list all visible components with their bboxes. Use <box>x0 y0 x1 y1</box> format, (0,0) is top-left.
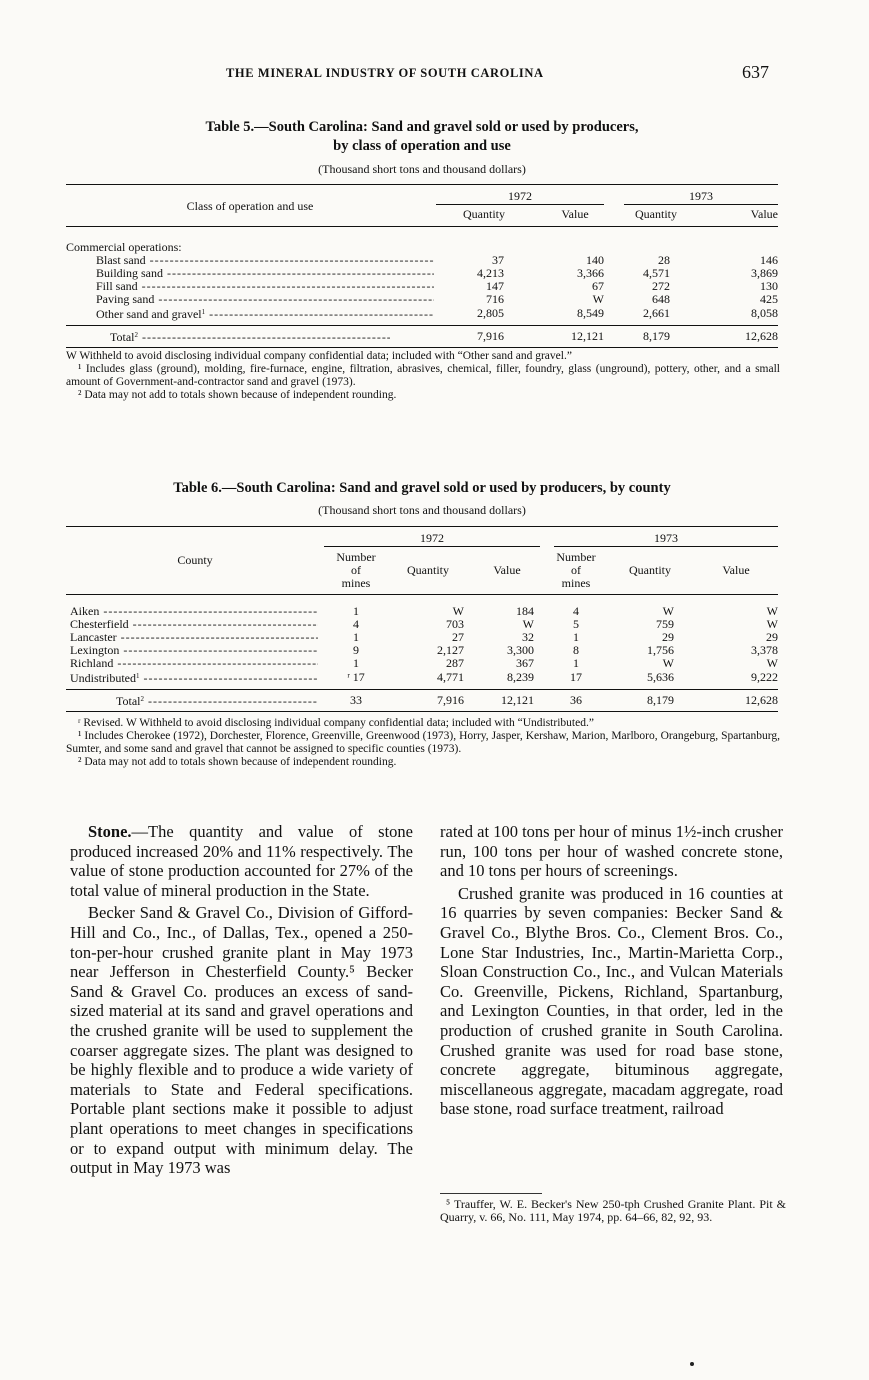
table6-cell-q73: W <box>662 656 674 670</box>
table6-total-m73: 36 <box>570 693 582 707</box>
table6-col-mines-1973: Number of mines <box>556 550 596 590</box>
table6-total-q73: 8,179 <box>647 693 674 707</box>
table5-row <box>66 254 778 267</box>
table6-cell-m72: 1 <box>353 656 359 670</box>
table5-title-line1: Table 5.—South Carolina: Sand and gravel sold or used by producers, <box>205 119 639 135</box>
table6-cell-q72: 27 <box>452 630 464 644</box>
stone-paragraph-text: —The quantity and value of stone produced increased 20% and 11% respectively. The value of stone production accounted for 27% of the total value of mineral production in the State. <box>70 822 413 900</box>
table6-col-value-1972: Value <box>493 563 521 577</box>
stone-run-in: Stone. <box>88 822 132 841</box>
table6-cell-v73: 9,222 <box>751 670 778 684</box>
table6-cell-q72: 287 <box>446 656 464 670</box>
table6-cell-m72: 4 <box>353 617 359 631</box>
table5-total-row <box>66 326 778 348</box>
table6-row-label: Undistributed <box>70 671 136 685</box>
table6-note-1: ¹ Includes Cherokee (1972), Dorchester, Florence, Greenville, Greenwood (1973), Horry, Jasper, Kershaw, Marion, Marlboro, Orangeburg, Spartanburg, Sumter, and some sand and gravel that cannot be assigned to specific counties (1973). <box>66 730 780 755</box>
table5-cell-v72: 140 <box>586 253 604 267</box>
table5-units: (Thousand short tons and thousand dollars) <box>318 162 526 176</box>
table6-row-label: Lexington <box>70 644 120 657</box>
table6-cell-v72: 184 <box>516 604 534 618</box>
table5-cell-q72: 716 <box>486 292 504 306</box>
table6-total-v72: 12,121 <box>501 693 534 707</box>
page-number: 637 <box>742 62 769 82</box>
table5-title-line2: by class of operation and use <box>333 138 511 154</box>
table6-col-mines-1972: Number of mines <box>336 550 376 590</box>
table5-row-label: Paving sand <box>96 293 155 306</box>
table5-cell-v73: 130 <box>760 279 778 293</box>
table6-row <box>66 670 778 685</box>
table5-total-v72: 12,121 <box>571 329 604 343</box>
table6-cell-q72: 703 <box>446 617 464 631</box>
table6-cell-q73: 29 <box>662 630 674 644</box>
table6-cell-m73: 1 <box>573 630 579 644</box>
table6-col-quantity-1972: Quantity <box>407 563 449 577</box>
table6-cell-m73: 1 <box>573 656 579 670</box>
table6-col-quantity-1973: Quantity <box>629 563 671 577</box>
footnote-rule <box>440 1193 542 1194</box>
table5-cell-q73: 28 <box>658 253 670 267</box>
table6-row-label: Chesterfield <box>70 618 129 631</box>
table6-note-r: ʳ Revised. W Withheld to avoid disclosing individual company confidential data; included with “Undistributed.” <box>78 717 594 729</box>
table5-stub-header: Class of operation and use <box>186 198 314 213</box>
table6-cell-m73: 17 <box>570 670 582 684</box>
table6-cell-m73: 8 <box>573 643 579 657</box>
table6-year-1973: 1973 <box>554 531 778 547</box>
table5-cell-v72: 67 <box>592 279 604 293</box>
table5-row <box>66 267 778 280</box>
table5-row-label: Fill sand <box>96 280 138 293</box>
table6-stub-header: County <box>177 553 213 567</box>
table6-cell-q73: 1,756 <box>647 643 674 657</box>
table6-total-sup: 2 <box>140 695 144 703</box>
table6-cell-v73: W <box>766 604 778 618</box>
table5-col-quantity-1973: Quantity <box>635 207 677 221</box>
table6-total-v73: 12,628 <box>745 693 778 707</box>
table6-cell-v72: W <box>522 617 534 631</box>
table5-cell-q72: 2,805 <box>477 306 504 320</box>
table6-row-label: Aiken <box>70 605 100 618</box>
table5-year-1972: 1972 <box>436 189 604 205</box>
table5-cell-v73: 8,058 <box>751 306 778 320</box>
right-column <box>440 822 783 1122</box>
table5-total-v73: 12,628 <box>745 329 778 343</box>
table6-title: Table 6.—South Carolina: Sand and gravel sold or used by producers, by county <box>173 480 671 496</box>
print-speck <box>690 1362 694 1366</box>
table5-note-2: ² Data may not add to totals shown because of independent rounding. <box>78 389 397 401</box>
table6-cell-q73: 5,636 <box>647 670 674 684</box>
table6-cell-v73: W <box>766 656 778 670</box>
table5-note-w: W Withheld to avoid disclosing individual company confidential data; included with “Other sand and gravel.” <box>66 350 572 362</box>
stone-paragraph <box>70 822 413 900</box>
table5-cell-v72: 8,549 <box>577 306 604 320</box>
table5-row <box>66 293 778 306</box>
table6-note-2: ² Data may not add to totals shown because of independent rounding. <box>78 756 397 768</box>
table5 <box>66 184 778 348</box>
table5-row <box>66 280 778 293</box>
table5-cell-v72: 3,366 <box>577 266 604 280</box>
running-head: THE MINERAL INDUSTRY OF SOUTH CAROLINA <box>226 66 544 80</box>
footnote-5: ⁵ Trauffer, W. E. Becker's New 250-tph Crushed Granite Plant. Pit & Quarry, v. 66, No. 111, May 1974, pp. 64–66, 82, 92, 93. <box>440 1197 786 1224</box>
table5-total-sup: 2 <box>134 331 138 339</box>
table6-col-value-1973: Value <box>722 563 750 577</box>
table5-cell-q72: 4,213 <box>477 266 504 280</box>
table6-total-label: Total <box>116 694 141 708</box>
table5-cell-q73: 2,661 <box>643 306 670 320</box>
table5-col-value-1973: Value <box>750 207 778 221</box>
table6-cell-v73: W <box>766 617 778 631</box>
table6-cell-v72: 367 <box>516 656 534 670</box>
table6-cell-q72: 4,771 <box>437 670 464 684</box>
left-column <box>70 822 413 1181</box>
table6-total-q72: 7,916 <box>437 693 464 707</box>
table6-cell-q73: W <box>662 604 674 618</box>
table6-total-m72: 33 <box>350 693 362 707</box>
table6 <box>66 526 778 712</box>
table6-cell-v72: 3,300 <box>507 643 534 657</box>
table6-notes <box>66 717 780 769</box>
table5-cell-v73: 3,869 <box>751 266 778 280</box>
table5-row-label: Building sand <box>96 267 164 280</box>
output-paragraph-continued: rated at 100 tons per hour of minus 1½-inch crusher run, 100 tons per hour of washed concrete stone, and 10 tons per hours of screenings. <box>440 822 783 881</box>
table6-cell-v73: 29 <box>766 630 778 644</box>
footnote <box>440 1198 786 1224</box>
table5-total-label: Total <box>110 330 135 344</box>
becker-paragraph: Becker Sand & Gravel Co., Division of Gifford-Hill and Co., Inc., of Dallas, Tex., opened a 250-ton-per-hour crushed granite plant in May 1973 near Jefferson in Chesterfield County.⁵ Becker Sand & Gravel Co. produces an excess of sand-sized material at its sand and gravel operations and the crushed granite will be used to supplement the coarser aggregate sizes. The plant was designed to be highly flexible and to produce a wide variety of materials to State and Federal specifications. Portable plant sections make it possible to adjust plant operations to meet changes in specifications or to expand output with minimum delay. The output in May 1973 was <box>70 903 413 1178</box>
table6-units: (Thousand short tons and thousand dollars) <box>318 503 526 517</box>
table6-cell-m72: 9 <box>353 643 359 657</box>
table5-note-1: ¹ Includes glass (ground), molding, fire-furnace, engine, filtration, abrasives, chemical, filler, foundry, glass (unground), pottery, other, and a small amount of Government-and-contractor sand and gravel (1973). <box>66 363 780 388</box>
table6-row-label: Richland <box>70 657 114 670</box>
table5-col-value-1972: Value <box>561 207 589 221</box>
table6-cell-m73: 4 <box>573 604 579 618</box>
table6-cell-v73: 3,378 <box>751 643 778 657</box>
table5-total-q73: 8,179 <box>643 329 670 343</box>
table6-cell-m73: 5 <box>573 617 579 631</box>
table5-cell-v73: 425 <box>760 292 778 306</box>
table6-cell-v72: 32 <box>522 630 534 644</box>
table5-row <box>66 306 778 321</box>
table5-row-label: Other sand and gravel <box>96 307 202 321</box>
table6-cell-q73: 759 <box>656 617 674 631</box>
table6-cell-m72: 1 <box>353 604 359 618</box>
table5-row-sup: 1 <box>201 308 206 316</box>
table5-row-label: Blast sand <box>96 254 146 267</box>
table5-cell-q73: 648 <box>652 292 670 306</box>
table5-section-label: Commercial operations: <box>66 240 182 254</box>
table6-cell-q72: 2,127 <box>437 643 464 657</box>
table5-col-quantity-1972: Quantity <box>463 207 505 221</box>
table6-cell-m72: 1 <box>353 630 359 644</box>
table6-total-row <box>66 690 778 712</box>
table5-total-q72: 7,916 <box>477 329 504 343</box>
table5-year-1973: 1973 <box>624 189 778 205</box>
table6-row-label: Lancaster <box>70 631 117 644</box>
table6-cell-v72: 8,239 <box>507 670 534 684</box>
table5-cell-q73: 4,571 <box>643 266 670 280</box>
table5-cell-v72: W <box>592 292 604 306</box>
table6-year-1972: 1972 <box>324 531 540 547</box>
table5-cell-q72: 147 <box>486 279 504 293</box>
table5-cell-q73: 272 <box>652 279 670 293</box>
table6-row-sup: 1 <box>136 672 140 680</box>
table5-title <box>66 118 778 156</box>
table6-cell-q72: W <box>452 604 464 618</box>
table5-notes <box>66 350 780 402</box>
table6-row <box>66 657 778 670</box>
table5-cell-q72: 37 <box>492 253 504 267</box>
table5-cell-v73: 146 <box>760 253 778 267</box>
table6-cell-m72: ʳ 17 <box>347 670 365 684</box>
crushed-granite-paragraph: Crushed granite was produced in 16 counties at 16 quarries by seven companies: Becker Sand & Gravel Co., Blythe Bros. Co., Clement Bros. Co., Lone Star Industries, Inc., Martin-Marietta Corp., Sloan Construction Co., Inc., and Vulcan Materials Co. Greenville, Pickens, Richland, Spartanburg, and Lexington Counties, in that order, led in the production of crushed granite in South Carolina. Crushed granite was used for road base stone, concrete aggregate, bituminous aggregate, miscellaneous aggregate, macadam aggregate, road base stone, road surface treatment, railroad <box>440 883 783 1119</box>
